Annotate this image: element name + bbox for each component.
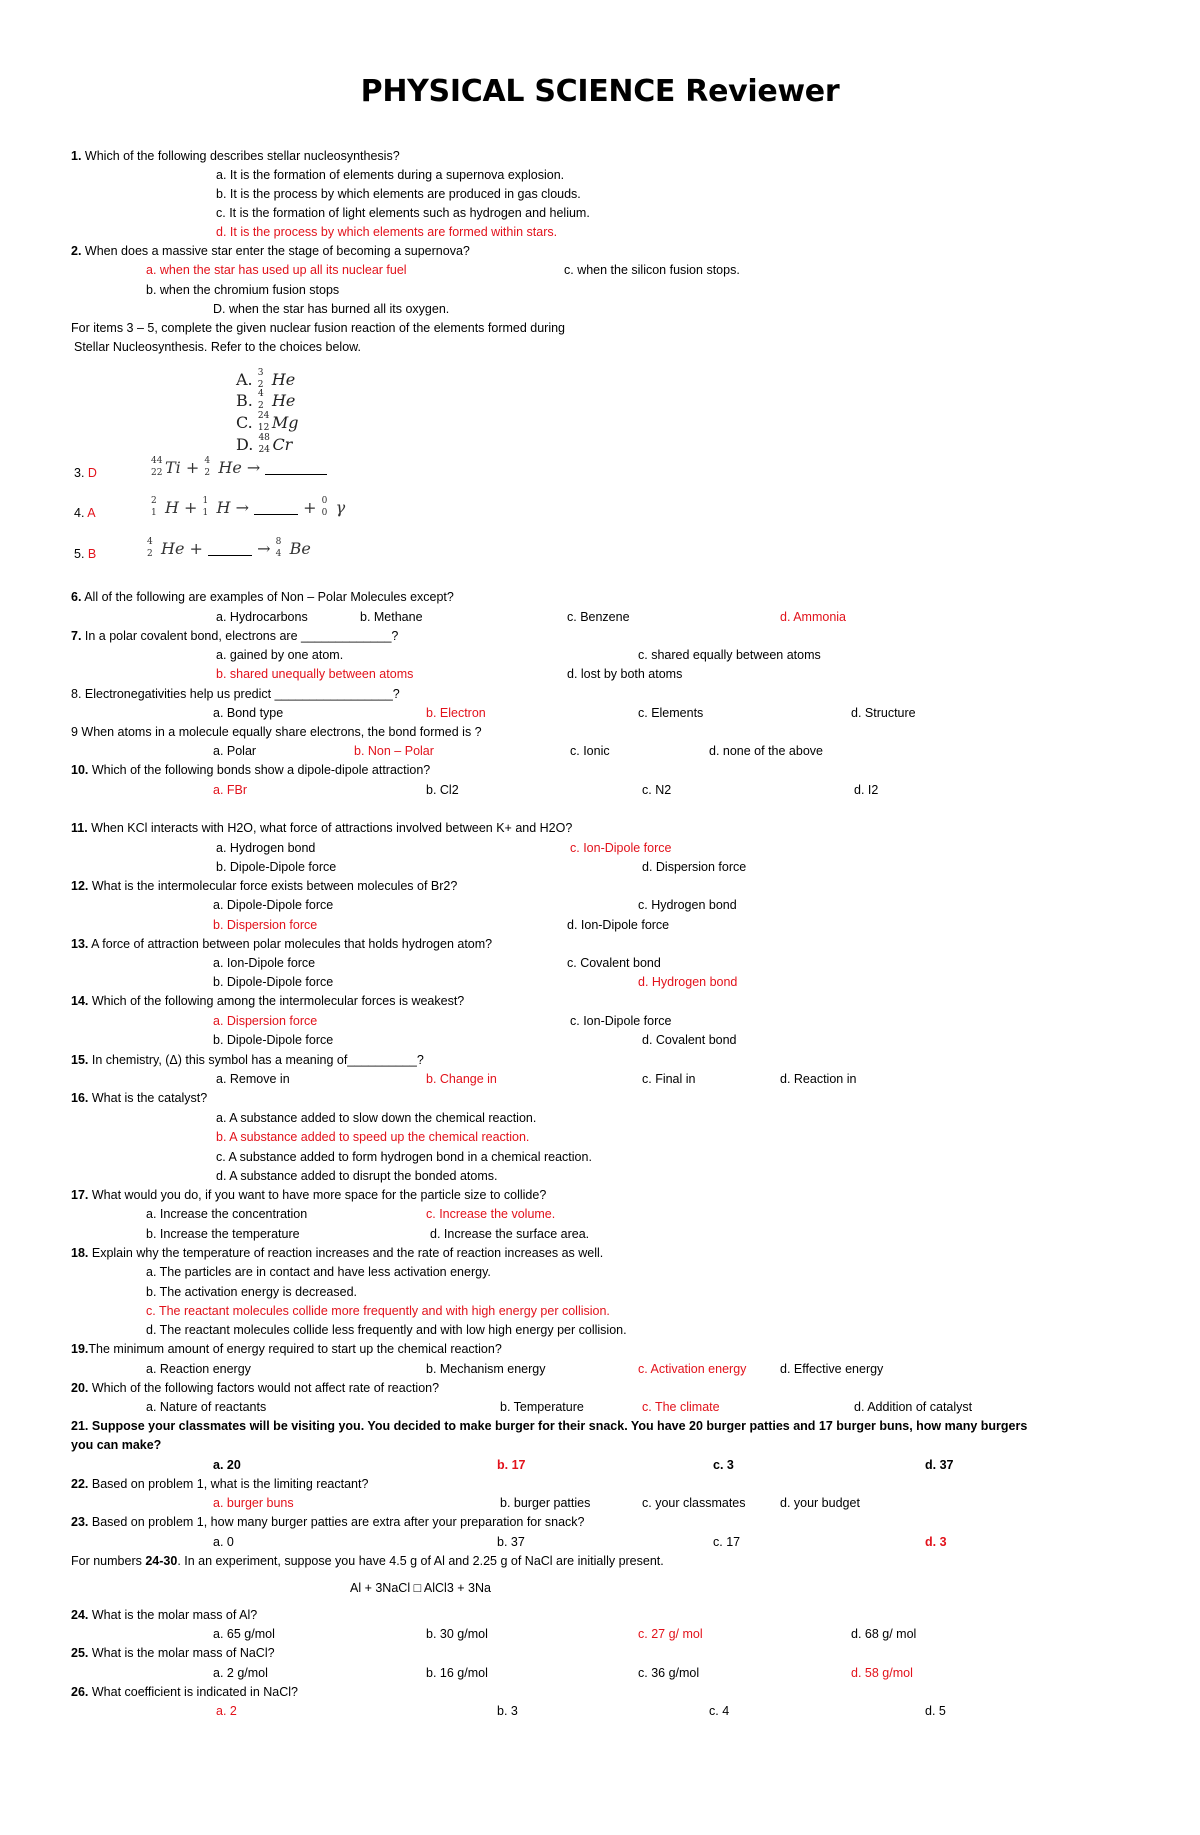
q19-option-b: b. Mechanism energy [426,1362,546,1376]
q18-option-c-answer: c. The reactant molecules collide more frequently and with high energy per collision. [146,1304,610,1318]
question-25: 25. What is the molar mass of NaCl? [71,1646,275,1660]
q24-option-a: a. 65 g/mol [213,1627,275,1641]
q24-option-d: d. 68 g/ mol [851,1627,917,1641]
q14-option-b: b. Dipole-Dipole force [213,1033,334,1047]
q21-option-c: c. 3 [713,1458,734,1472]
q24-option-b: b. 30 g/mol [426,1627,488,1641]
q2-option-c: c. when the silicon fusion stops. [564,263,740,277]
q23-option-a: a. 0 [213,1535,234,1549]
q9-option-d: d. none of the above [709,744,823,758]
question-12: 12. What is the intermolecular force exists between molecules of Br2? [71,879,458,893]
question-18: 18. Explain why the temperature of reaction increases and the rate of reaction increases as well. [71,1246,604,1260]
q17-option-c-answer: c. Increase the volume. [426,1207,556,1221]
q25-option-c: c. 36 g/mol [638,1666,700,1680]
question-3: 3. D [74,466,97,480]
q21-option-a: a. 20 [213,1458,241,1472]
q3-answer: D [87,466,97,480]
q26-option-d: d. 5 [925,1704,946,1718]
q16-option-a: a. A substance added to slow down the chemical reaction. [216,1111,537,1125]
choice-a-helium-3: A. 3 2 He [236,368,296,390]
q17-option-a: a. Increase the concentration [146,1207,308,1221]
q10-option-b: b. Cl2 [426,783,459,797]
q8-option-a: a. Bond type [213,706,284,720]
q24-option-c-answer: c. 27 g/ mol [638,1627,703,1641]
q18-option-d: d. The reactant molecules collide less frequently and with low high energy per collision. [146,1323,627,1337]
q9-option-c: c. Ionic [570,744,610,758]
q19-option-d: d. Effective energy [780,1362,884,1376]
question-15: 15. In chemistry, (Δ) this symbol has a meaning of__________? [71,1053,424,1067]
q13-option-d-answer: d. Hydrogen bond [638,975,738,989]
q22-option-b: b. burger patties [500,1496,591,1510]
q25-option-b: b. 16 g/mol [426,1666,488,1680]
q19-option-c-answer: c. Activation energy [638,1362,747,1376]
q20-option-b: b. Temperature [500,1400,584,1414]
question-5: 5. B [74,547,97,561]
question-19: 19.The minimum amount of energy required to start up the chemical reaction? [71,1342,502,1356]
question-9: 9 When atoms in a molecule equally share electrons, the bond formed is ? [71,725,482,739]
q14-option-c: c. Ion-Dipole force [570,1014,672,1028]
q15-option-a: a. Remove in [216,1072,290,1086]
q15-option-d: d. Reaction in [780,1072,857,1086]
q8-option-c: c. Elements [638,706,704,720]
q25-option-a: a. 2 g/mol [213,1666,268,1680]
q12-option-c: c. Hydrogen bond [638,898,737,912]
question-24: 24. What is the molar mass of Al? [71,1608,258,1622]
choice-c-magnesium-24: C. 24 12 Mg [236,411,299,433]
question-17: 17. What would you do, if you want to have more space for the particle size to collide? [71,1188,547,1202]
q20-option-c-answer: c. The climate [642,1400,720,1414]
question-2: 2. When does a massive star enter the stage of becoming a supernova? [71,244,470,258]
q2-option-b: b. when the chromium fusion stops [146,283,340,297]
q1-option-b: b. It is the process by which elements are produced in gas clouds. [216,187,581,201]
q12-option-b-answer: b. Dispersion force [213,918,318,932]
question-14: 14. Which of the following among the intermolecular forces is weakest? [71,994,465,1008]
question-6: 6. All of the following are examples of Non – Polar Molecules except? [71,590,454,604]
question-13: 13. A force of attraction between polar molecules that holds hydrogen atom? [71,937,493,951]
q13-option-a: a. Ion-Dipole force [213,956,316,970]
question-8: 8. Electronegativities help us predict _________________? [71,687,400,701]
q16-option-d: d. A substance added to disrupt the bonded atoms. [216,1169,498,1183]
question-20: 20. Which of the following factors would not affect rate of reaction? [71,1381,440,1395]
q12-option-d: d. Ion-Dipole force [567,918,670,932]
choice-d-chromium-48: D. 48 24 Cr [236,433,293,455]
q6-option-a: a. Hydrocarbons [216,610,308,624]
q7-option-d: d. lost by both atoms [567,667,683,681]
question-11: 11. When KCl interacts with H2O, what force of attractions involved between K+ and H2O? [71,821,573,835]
q18-option-a: a. The particles are in contact and have less activation energy. [146,1265,491,1279]
q15-option-c: c. Final in [642,1072,696,1086]
q7-option-b-answer: b. shared unequally between atoms [216,667,414,681]
choice-b-helium-4: B. 4 2 He [236,389,296,411]
q22-option-c: c. your classmates [642,1496,746,1510]
items-3-5-instructions-line2: Stellar Nucleosynthesis. Refer to the choices below. [74,340,361,354]
q7-option-a: a. gained by one atom. [216,648,344,662]
q20-option-d: d. Addition of catalyst [854,1400,973,1414]
q6-option-b: b. Methane [360,610,423,624]
q20-option-a: a. Nature of reactants [146,1400,267,1414]
question-21-cont: you can make? [71,1438,162,1452]
q2-option-d: D. when the star has burned all its oxygen. [213,302,450,316]
q25-option-d-answer: d. 58 g/mol [851,1666,913,1680]
q11-option-d: d. Dispersion force [642,860,747,874]
q13-option-b: b. Dipole-Dipole force [213,975,334,989]
q14-option-d: d. Covalent bond [642,1033,737,1047]
q22-option-a-answer: a. burger buns [213,1496,294,1510]
q1-option-a: a. It is the formation of elements during a supernova explosion. [216,168,565,182]
q12-option-a: a. Dipole-Dipole force [213,898,334,912]
q2-option-a-answer: a. when the star has used up all its nuclear fuel [146,263,407,277]
q10-option-d: d. I2 [854,783,879,797]
question-23: 23. Based on problem 1, how many burger patties are extra after your preparation for snack? [71,1515,585,1529]
q11-option-c-answer: c. Ion-Dipole force [570,841,672,855]
q23-option-d-answer: d. 3 [925,1535,947,1549]
q26-option-b: b. 3 [497,1704,518,1718]
q21-option-d: d. 37 [925,1458,954,1472]
q9-option-a: a. Polar [213,744,257,758]
q17-option-d: d. Increase the surface area. [430,1227,590,1241]
q11-option-b: b. Dipole-Dipole force [216,860,337,874]
q6-option-c: c. Benzene [567,610,630,624]
question-7: 7. In a polar covalent bond, electrons are _____________? [71,629,399,643]
q10-option-a-answer: a. FBr [213,783,248,797]
reaction-equation: Al + 3NaCl □ AlCl3 + 3Na [350,1581,491,1595]
question-4: 4. A [74,506,96,520]
q23-option-c: c. 17 [713,1535,741,1549]
q8-option-d: d. Structure [851,706,916,720]
q14-option-a-answer: a. Dispersion force [213,1014,318,1028]
q21-option-b-answer: b. 17 [497,1458,526,1472]
question-22: 22. Based on problem 1, what is the limiting reactant? [71,1477,369,1491]
q19-option-a: a. Reaction energy [146,1362,251,1376]
q1-option-c: c. It is the formation of light elements such as hydrogen and helium. [216,206,590,220]
q4-answer: A [87,506,96,520]
q5-equation: 4 2 He + → 8 4 Be [147,537,311,559]
q26-option-a-answer: a. 2 [216,1704,237,1718]
items-3-5-instructions-line1: For items 3 – 5, complete the given nuclear fusion reaction of the elements formed during [71,321,566,335]
q6-option-d-answer: d. Ammonia [780,610,847,624]
q23-option-b: b. 37 [497,1535,525,1549]
q26-option-c: c. 4 [709,1704,730,1718]
q10-option-c: c. N2 [642,783,672,797]
q5-answer: B [87,547,97,561]
q17-option-b: b. Increase the temperature [146,1227,300,1241]
q4-equation: 2 1 H + 1 1 H → + 0 0 γ [151,496,346,518]
question-10: 10. Which of the following bonds show a dipole-dipole attraction? [71,763,431,777]
page-title: PHYSICAL SCIENCE Reviewer [360,74,840,109]
q1-option-d-answer: d. It is the process by which elements are formed within stars. [216,225,558,239]
q16-option-c: c. A substance added to form hydrogen bond in a chemical reaction. [216,1150,592,1164]
question-16: 16. What is the catalyst? [71,1091,208,1105]
q9-option-b-answer: b. Non – Polar [354,744,434,758]
q11-option-a: a. Hydrogen bond [216,841,316,855]
q15-option-b-answer: b. Change in [426,1072,497,1086]
question-21: 21. Suppose your classmates will be visiting you. You decided to make burger for their snack. You have 20 burger patties and 17 burger buns, how many burgers [71,1419,1028,1433]
question-26: 26. What coefficient is indicated in NaCl? [71,1685,298,1699]
q13-option-c: c. Covalent bond [567,956,661,970]
items-24-30-instructions: For numbers 24-30. In an experiment, suppose you have 4.5 g of Al and 2.25 g of NaCl are initially present. [71,1554,664,1568]
q18-option-b: b. The activation energy is decreased. [146,1285,358,1299]
q3-equation: 44 22 Ti + 4 2 He → [151,458,327,477]
q8-option-b-answer: b. Electron [426,706,486,720]
q22-option-d: d. your budget [780,1496,860,1510]
q7-option-c: c. shared equally between atoms [638,648,821,662]
q16-option-b-answer: b. A substance added to speed up the chemical reaction. [216,1130,530,1144]
question-1: 1. Which of the following describes stellar nucleosynthesis? [71,149,400,163]
